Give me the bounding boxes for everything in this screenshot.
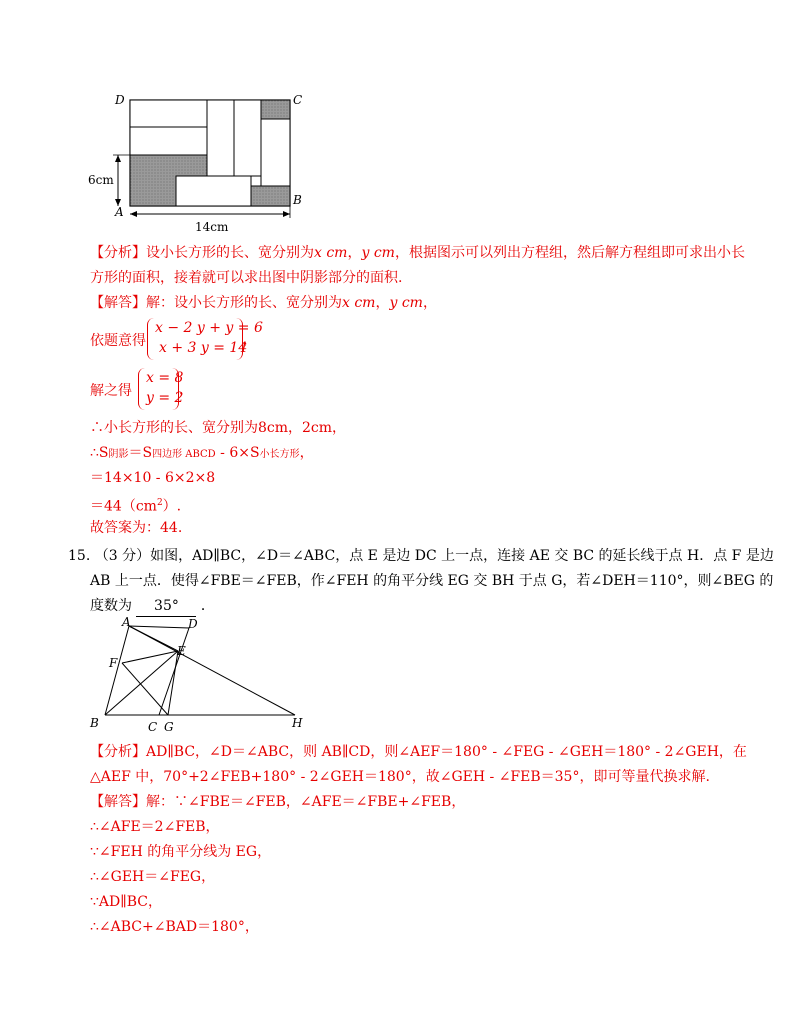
equation-1: x − 2 y + y = 6 [155,320,263,336]
answer-line: 故答案为：44. [90,520,183,536]
dims-line: ∴小长方形的长、宽分别为8cm，2cm， [90,420,347,436]
shaded-region-top-right [261,100,290,119]
rectangle-figure [85,88,315,238]
small-rect-mid-left [130,127,207,155]
label-D: D [115,93,125,107]
analysis-tag: 【分析】 [90,744,146,760]
label-C: C [293,93,303,107]
problem-number: 15. [68,548,91,564]
small-rect-top-left [130,100,207,127]
label-B: B [90,716,99,730]
label-height: 6cm [88,173,114,187]
solution-y: y = 2 [146,390,184,406]
area-formula-line: ∴S阴影＝S四边形 ABCD - 6×S小长方形， [90,445,314,461]
small-rect-bottom-mid [176,176,251,206]
answer-blank: 35° [136,596,196,617]
solve-label: 解之得 [90,383,132,399]
small-rect-vert-2 [234,100,261,176]
calc-line-2: $=44(cm^2)$. [90,498,182,515]
label-D: D [188,617,198,631]
p15-solution-line-2: ∴∠AFE＝2∠FEB， [90,819,220,835]
label-A: A [122,615,131,629]
p15-analysis-line-1: 【分析】AD∥BC，∠D＝∠ABC，则 AB∥CD，则∠AEF＝180° - ∠FEG - ∠GEH＝180° - 2∠GEH，在 [90,744,747,760]
by-problem-label: 依题意得 [90,333,146,349]
solution-tag: 【解答】 [90,295,146,311]
p15-analysis-line-2: △AEF 中，70°+2∠FEB+180° - 2∠GEH＝180°，故∠GEH - ∠FEB＝35°，即可等量代换求解. [90,769,710,785]
small-rect-vert-3 [261,119,290,186]
small-rect-vert-1 [207,100,234,176]
equation-2: x + 3 y = 14 [159,340,248,356]
label-C: C [148,720,158,734]
analysis-line-1: 【分析】设小长方形的长、宽分别为x cm，y cm，根据图示可以列出方程组，然后解方程组即可求出小长 [90,245,745,261]
label-E: E [177,644,186,658]
problem-15-stem-2: AB 上一点．使得∠FBE＝∠FEB，作∠FEH 的角平分线 EG 交 BH 于点 G，若∠DEH＝110°，则∠BEG 的 [90,573,774,589]
label-F: F [109,656,118,670]
solution-line-1: 【解答】解：设小长方形的长、宽分别为x cm，y cm， [90,295,437,311]
calc-line-1: ＝14×10 - 6×2×8 [90,470,216,486]
p15-solution-line-6: ∴∠ABC+∠BAD＝180°， [90,919,259,935]
label-H: H [292,716,303,730]
p15-solution-line-5: ∵AD∥BC， [90,894,162,910]
label-A: A [115,205,124,219]
analysis-line-2: 方形的面积，接着就可以求出图中阴影部分的面积. [90,270,403,286]
analysis-tag: 【分析】 [90,245,146,261]
label-G: G [164,720,174,734]
solution-tag: 【解答】 [90,794,146,810]
label-B: B [293,193,302,207]
p15-solution-line-1: 【解答】解：∵∠FBE＝∠FEB，∠AFE＝∠FBE+∠FEB， [90,794,466,810]
problem-15-stem-3: 度数为 35° ． [90,596,215,617]
p15-solution-line-3: ∵∠FEH 的角平分线为 EG， [90,844,272,860]
geometry-figure [85,615,315,740]
p15-solution-line-4: ∴∠GEH＝∠FEG， [90,869,216,885]
problem-15-stem-1: 15. （3 分）如图，AD∥BC，∠D＝∠ABC，点 E 是边 DC 上一点，连接 AE 交 BC 的延长线于点 H．点 F 是边 [68,548,774,564]
solution-x: x = 8 [146,370,184,386]
label-width: 14cm [195,220,229,234]
